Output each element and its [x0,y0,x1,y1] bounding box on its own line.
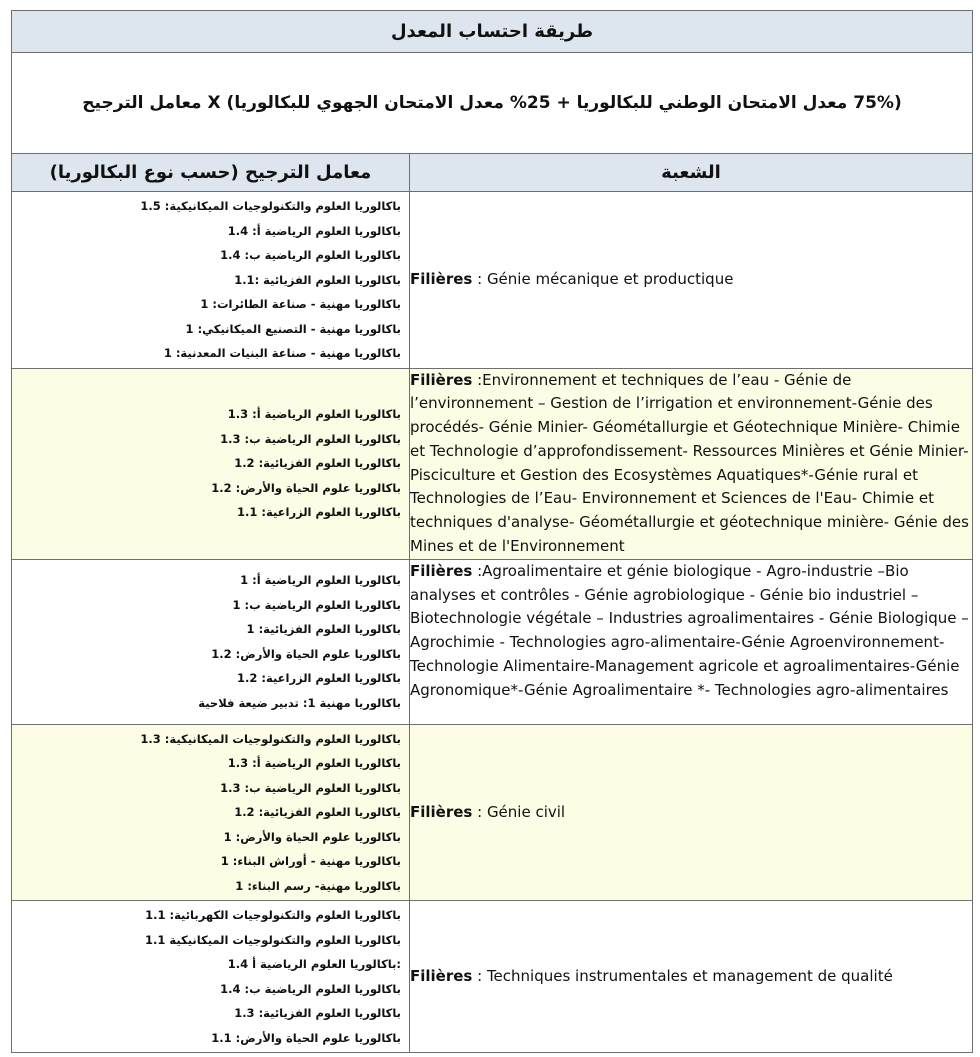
table-row [12,901,973,1053]
coefficient-line: باكالوريا العلوم الرياضية ب: 1.3 [220,780,401,795]
header-row [12,154,973,192]
coefficient-line: باكالوريا العلوم الفزيائية: 1.2 [234,805,401,820]
coefficient-cell [12,192,410,369]
filieres-label: Filières [410,561,473,580]
coefficient-line: باكالوريا العلوم الرياضية أ: 1.3 [227,407,401,422]
coefficient-line: باكالوريا مهنية - التصنيع الميكانيكي: 1 [185,321,401,336]
filieres-cell [410,901,973,1053]
page-title: طريقة احتساب المعدل [12,11,973,53]
filieres-label: Filières [410,802,473,821]
coefficient-line: باكالوريا العلوم الرياضية أ: 1 [240,573,401,588]
coefficient-line: باكالوريا العلوم والتكنولوجيات الميكانيكية: 1.5 [140,199,401,213]
coefficient-line: باكالوريا العلوم الزراعية: 1.2 [237,671,401,686]
filieres-cell [410,559,973,724]
coefficient-line: باكالوريا علوم الحياة والأرض: 1.1 [211,1030,401,1045]
coefficient-line: باكالوريا العلوم الزراعية: 1.1 [237,505,401,520]
title-row [12,11,973,53]
table-row [12,559,973,724]
filieres-text: Génie mécanique et productique [486,269,734,288]
coefficient-line: باكالوريا العلوم الرياضية ب: 1.4 [220,248,401,262]
coefficient-line: باكالوريا العلوم والتكنولوجيات الميكانيكية: 1.3 [140,731,401,746]
filieres-separator: : [472,966,487,985]
filieres-label: Filières [410,269,473,288]
filieres-separator: : [472,561,483,580]
formula-row [12,53,973,154]
coefficient-table [11,10,973,1053]
coefficient-line: باكالوريا علوم الحياة والأرض: 1.2 [211,646,401,661]
filieres-text: Environnement et techniques de l’eau - Génie de l’environnement – Gestion de l’irrigation et environnement-Génie des procédés- Génie Minier- Géométallurgie et Géotechnique Minière- Chimie et Technologie d’approfondissement- Ressources Minières et Génie Minier- Pisciculture et Gestion des Ecosystèmes Aquatiques*-Génie rural et Technologies de l’Eau- Environnement et Sciences de l'Eau- Chimie et techniques d'analyse- Géométallurgie et géotechnique minière- Génie des Mines et de l'Environnement [410,370,969,556]
coefficient-line: :باكالوريا العلوم الرياضية أ 1.4 [227,957,401,972]
coefficient-line: باكالوريا مهنية 1: تدبير ضيعة فلاحية [198,695,401,710]
header-branch: الشعبة [410,154,973,192]
coefficient-line: باكالوريا العلوم الرياضية ب: 1.3 [220,431,401,446]
coefficient-cell [12,368,410,559]
filieres-cell [410,368,973,559]
header-coefficient: معامل الترجيح (حسب نوع البكالوريا) [12,154,410,192]
coefficient-line: باكالوريا العلوم الرياضية أ: 1.4 [227,223,401,238]
filieres-text: Génie civil [486,802,566,821]
coefficient-line: باكالوريا علوم الحياة والأرض: 1.2 [211,480,401,495]
coefficient-line: باكالوريا العلوم الرياضية ب: 1.4 [220,981,401,996]
table-row [12,192,973,369]
coefficient-line: باكالوريا مهنية - صناعة البنيات المعدنية: 1 [163,346,401,360]
filieres-cell [410,724,973,901]
coefficient-line: باكالوريا العلوم الفزيائية: 1.3 [234,1006,401,1021]
coefficient-cell [12,901,410,1053]
filieres-separator: : [472,802,487,821]
coefficient-line: باكالوريا العلوم والتكنولوجيات الميكانيكية 1.1 [144,932,401,947]
filieres-cell [410,192,973,369]
filieres-text: Agroalimentaire et génie biologique - Agro-industrie –Bio analyses et contrôles - Génie agrobiologique - Génie bio industriel – Biotechnologie végétale – Industries agroalimentaires - Génie Biologique – Agrochimie - Technologies agro-alimentaire-Génie Agroenvironnement- Technologie Alimentaire-Management agricole et agroalimentaires-Génie Agronomique*-Génie Agroalimentaire *- Technologies agro-alimentaires [410,561,969,699]
coefficient-line: باكالوريا العلوم والتكنولوجيات الكهربائية: 1.1 [145,908,401,923]
filieres-text: Techniques instrumentales et management de qualité [486,966,893,985]
coefficient-line: باكالوريا مهنية - أوراش البناء: 1 [220,854,401,869]
coefficient-line: باكالوريا العلوم الفزيائية: 1.2 [234,456,401,471]
table-row [12,724,973,901]
filieres-separator: : [472,269,487,288]
filieres-separator: : [472,370,483,389]
table-row [12,368,973,559]
coefficient-line: باكالوريا العلوم الفزيائية: 1 [246,622,401,637]
filieres-label: Filières [410,966,473,985]
coefficient-line: باكالوريا علوم الحياة والأرض: 1 [223,829,401,844]
coefficient-line: باكالوريا العلوم الرياضية ب: 1 [232,597,401,612]
coefficient-line: باكالوريا مهنية- رسم البناء: 1 [235,878,401,893]
coefficient-line: باكالوريا العلوم الفزيائية :1.1 [234,272,401,287]
filieres-label: Filières [410,370,473,389]
coefficient-line: باكالوريا العلوم الرياضية أ: 1.3 [227,756,401,771]
coefficient-cell [12,724,410,901]
coefficient-line: باكالوريا مهنية - صناعة الطائرات: 1 [200,297,401,311]
formula-text: (75% معدل الامتحان الوطني للبكالوريا + 25% معدل الامتحان الجهوي للبكالوريا) X معامل الترجيح [82,93,902,113]
coefficient-cell [12,559,410,724]
